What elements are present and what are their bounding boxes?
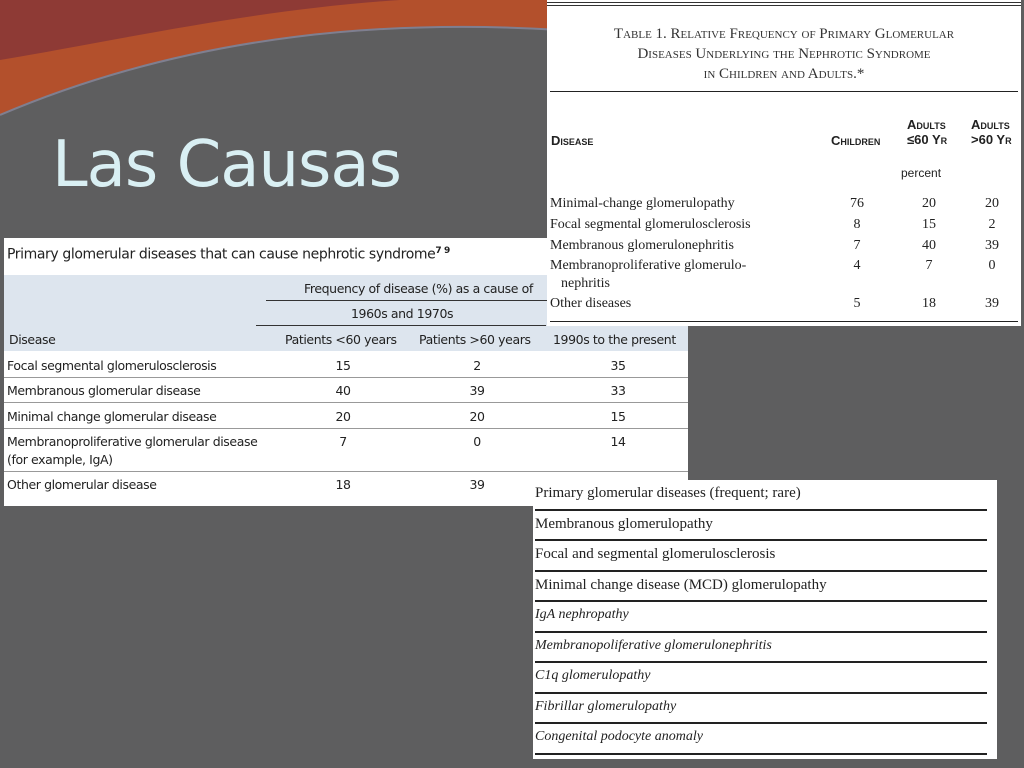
col-header-adults-gt60: Adults bbox=[971, 117, 1010, 132]
list-item: Primary glomerular diseases (frequent; rare) bbox=[535, 480, 987, 511]
cell-recent: 33 bbox=[610, 383, 626, 398]
list-item: Minimal change disease (MCD) glomerulopathy bbox=[535, 572, 987, 603]
col-header-recent: 1990s to the present bbox=[553, 332, 676, 347]
list-item: C1q glomerulopathy bbox=[535, 663, 987, 694]
table-title-refs: 7 9 bbox=[435, 246, 450, 256]
cell-le60: 7 bbox=[925, 258, 933, 273]
cell-disease: Membranous glomerular disease bbox=[7, 383, 201, 398]
col-header-adults-le60-age: ≤60 Yr bbox=[907, 132, 948, 147]
glomerular-disease-list bbox=[533, 480, 997, 759]
cell-children: 8 bbox=[853, 217, 861, 232]
cell-lt60: 7 bbox=[339, 434, 347, 449]
cell-lt60: 15 bbox=[335, 358, 351, 373]
cell-recent: 35 bbox=[610, 358, 626, 373]
list-item: IgA nephropathy bbox=[535, 602, 987, 633]
cell-children: 4 bbox=[853, 258, 861, 273]
cell-children: 7 bbox=[853, 238, 861, 253]
relative-frequency-table bbox=[547, 0, 1021, 326]
cell-disease: Membranoproliferative glomerulo- bbox=[550, 258, 747, 273]
col-header-adults-le60: Adults bbox=[907, 117, 946, 132]
list-item: Congenital podocyte anomaly bbox=[535, 724, 987, 755]
table-caption bbox=[547, 24, 1021, 84]
cell-disease-line2: nephritis bbox=[561, 276, 610, 291]
cell-gt60: 20 bbox=[469, 409, 485, 424]
cell-disease: Minimal change glomerular disease bbox=[7, 409, 217, 424]
col-header-lt60: Patients <60 years bbox=[285, 332, 397, 347]
slide-title: Las Causas bbox=[52, 128, 401, 202]
cell-le60: 15 bbox=[922, 217, 936, 232]
cell-disease: Focal segmental glomerulosclerosis bbox=[7, 358, 217, 373]
cell-gt60: 0 bbox=[473, 434, 481, 449]
caption-line: Diseases Underlying the Nephrotic Syndrome bbox=[637, 46, 931, 62]
cell-recent: 15 bbox=[610, 409, 626, 424]
list-item: Focal and segmental glomerulosclerosis bbox=[535, 541, 987, 572]
unit-label: percent bbox=[901, 166, 942, 180]
cell-disease: Membranoproliferative glomerular disease bbox=[7, 434, 258, 449]
table-title-text: Primary glomerular diseases that can cause nephrotic syndrome bbox=[7, 246, 436, 263]
cell-disease: Other glomerular disease bbox=[7, 477, 157, 492]
cell-gt60: 2 bbox=[988, 217, 996, 232]
cell-disease-line2: (for example, IgA) bbox=[7, 452, 113, 467]
cell-gt60: 0 bbox=[988, 258, 996, 273]
caption-line: Table 1. Relative Frequency of Primary Glomerular bbox=[613, 26, 955, 42]
cell-le60: 40 bbox=[922, 238, 936, 253]
table-title bbox=[7, 246, 450, 263]
cell-disease: Minimal-change glomerulopathy bbox=[550, 196, 735, 211]
cell-recent: 14 bbox=[610, 434, 626, 449]
list-item: Membranopoliferative glomerulonephritis bbox=[535, 633, 987, 664]
cell-disease: Focal segmental glomerulosclerosis bbox=[550, 217, 751, 232]
cell-lt60: 40 bbox=[335, 383, 351, 398]
cell-gt60: 39 bbox=[985, 296, 999, 311]
cell-lt60: 20 bbox=[335, 409, 351, 424]
cell-lt60: 18 bbox=[335, 477, 351, 492]
cell-le60: 18 bbox=[922, 296, 936, 311]
cell-gt60: 2 bbox=[473, 358, 481, 373]
cell-gt60: 20 bbox=[985, 196, 999, 211]
subgroup-header: 1960s and 1970s bbox=[351, 306, 454, 321]
cell-le60: 20 bbox=[922, 196, 936, 211]
group-header: Frequency of disease (%) as a cause of bbox=[304, 281, 533, 296]
list-item: Membranous glomerulopathy bbox=[535, 511, 987, 542]
cell-gt60: 39 bbox=[469, 477, 485, 492]
cell-gt60: 39 bbox=[469, 383, 485, 398]
cell-children: 76 bbox=[850, 196, 864, 211]
list-item: Fibrillar glomerulopathy bbox=[535, 694, 987, 725]
cell-children: 5 bbox=[853, 296, 861, 311]
col-header-children: Children bbox=[831, 133, 881, 148]
cell-gt60: 39 bbox=[985, 238, 999, 253]
col-header-adults-gt60-age: >60 Yr bbox=[971, 132, 1012, 147]
caption-line: in Children and Adults.* bbox=[703, 66, 865, 82]
col-header-disease: Disease bbox=[9, 332, 56, 347]
col-header-disease: Disease bbox=[551, 133, 594, 148]
cell-disease: Other diseases bbox=[550, 296, 632, 311]
col-header-gt60: Patients >60 years bbox=[419, 332, 531, 347]
cell-disease: Membranous glomerulonephritis bbox=[550, 238, 734, 253]
